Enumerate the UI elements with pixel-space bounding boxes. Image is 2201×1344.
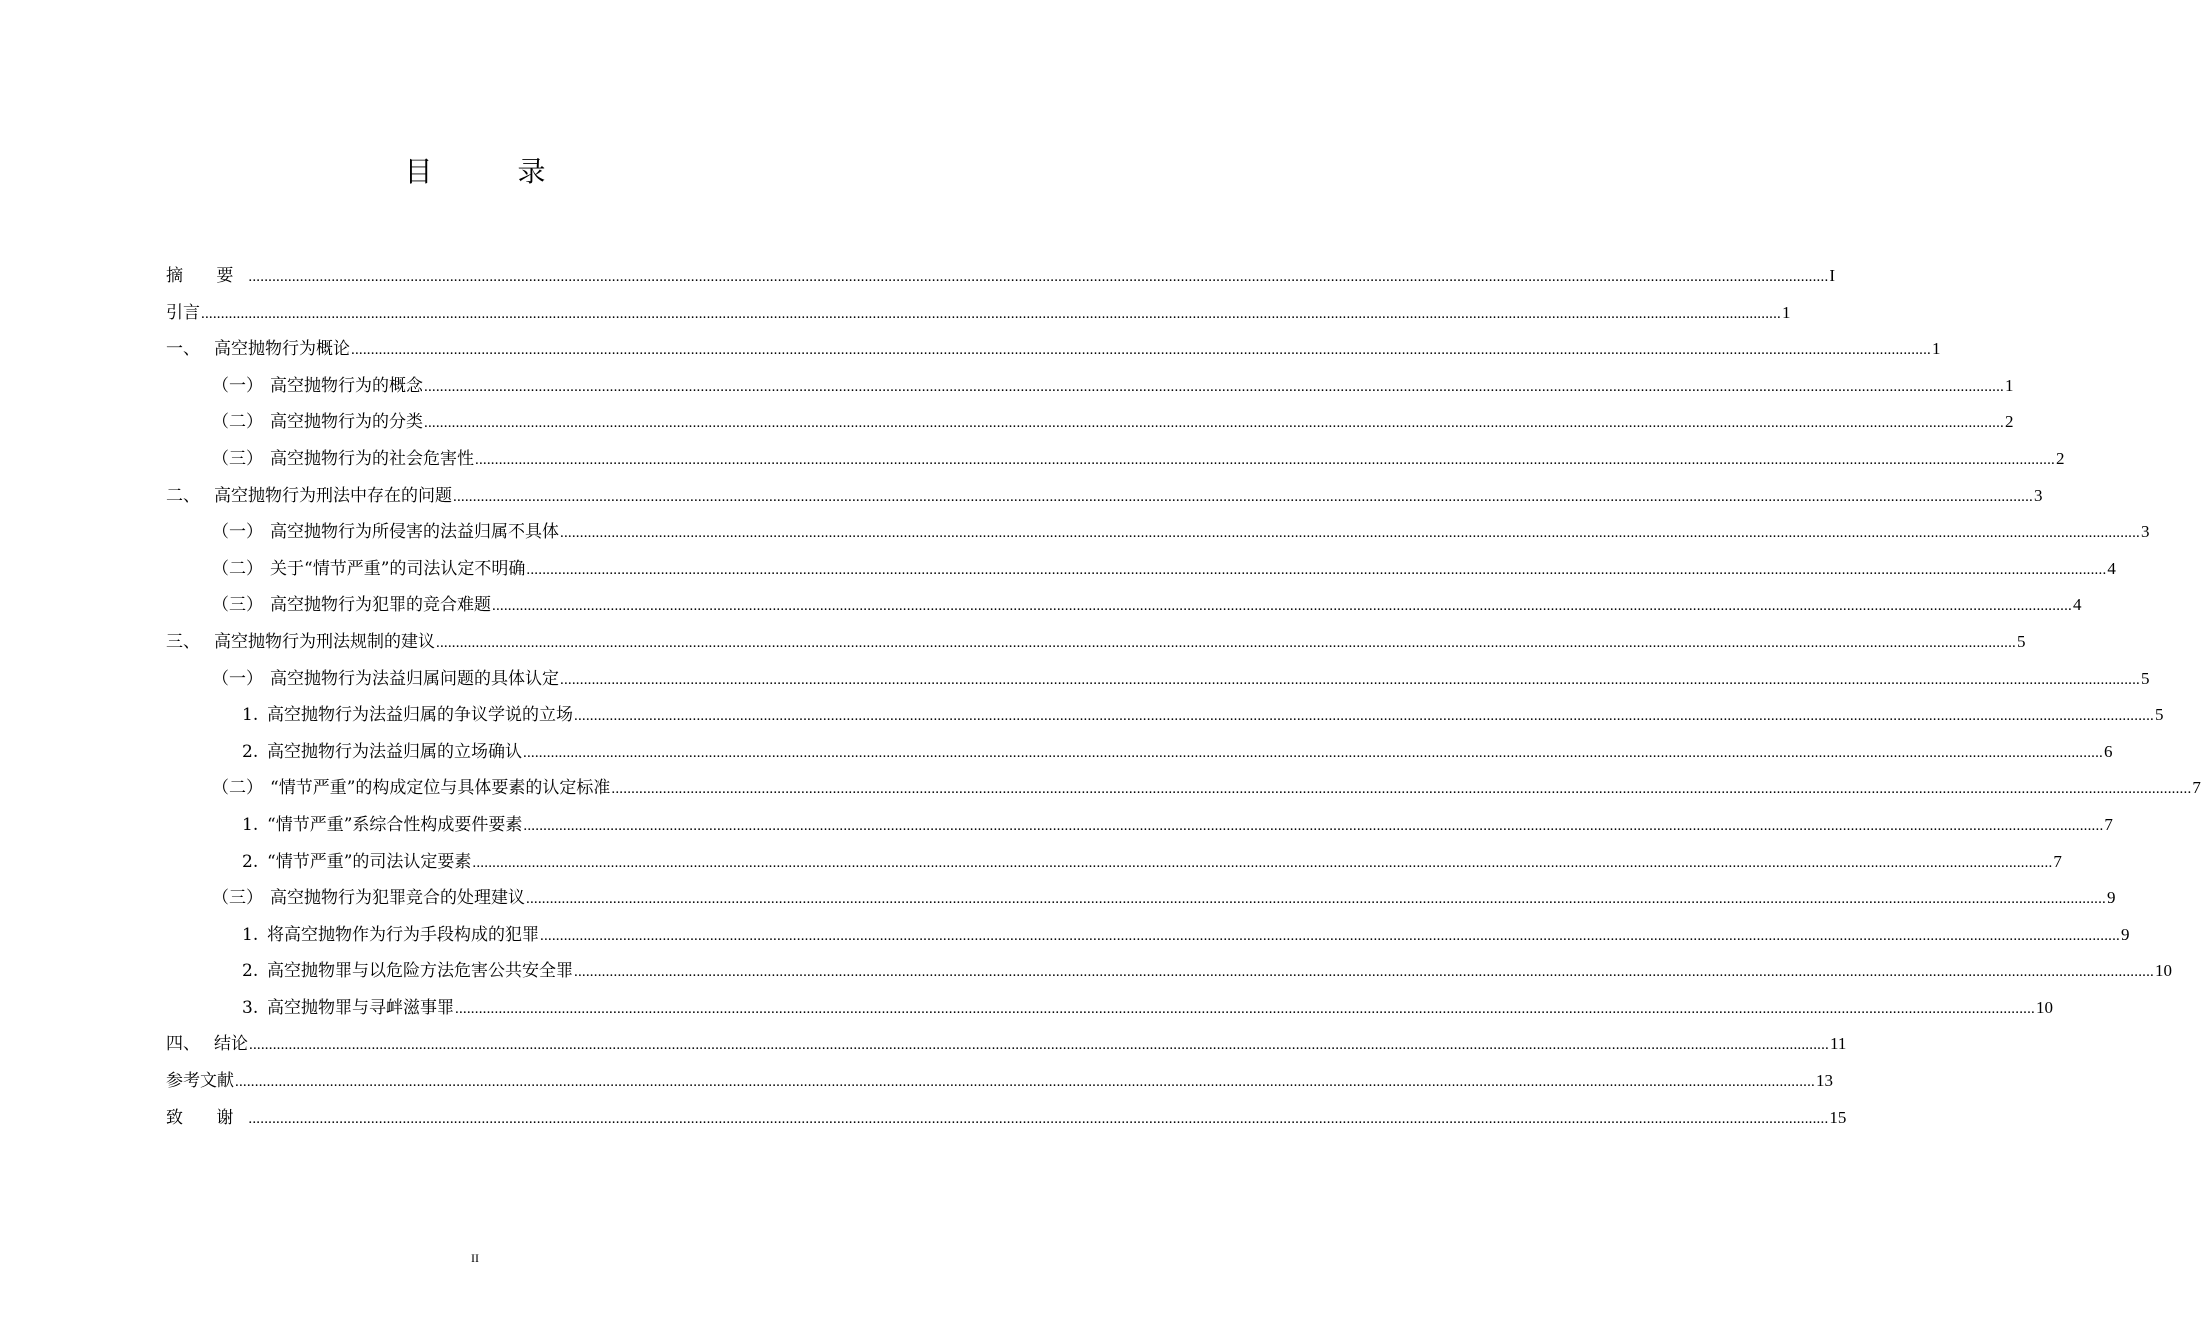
toc-entry-number: 2. [242, 851, 259, 872]
toc-entry-title: “情节严重”的构成定位与具体要素的认定标准 [270, 778, 611, 799]
toc-entry-number: （二） [212, 558, 263, 579]
toc-dot-leader: ................................................................................................................................................................................................................................................................................................................................................................................................................ [201, 305, 1781, 322]
toc-entry-title: 高空抛物行为犯罪的竞合难题 [270, 595, 491, 616]
toc-entry-title: 高空抛物行为所侵害的法益归属不具体 [270, 522, 559, 543]
toc-entry-page: 6 [2104, 741, 2113, 761]
toc-entry-number: 三、 [166, 631, 200, 652]
toc-entry-title: 致 谢 [166, 1107, 248, 1128]
toc-entry-number: 1. [242, 814, 259, 835]
toc-entry-title: 高空抛物行为刑法中存在的问题 [214, 485, 452, 506]
toc-entry[interactable] [166, 514, 2150, 551]
toc-dot-leader: ................................................................................................................................................................................................................................................................................................................................................................................................................ [424, 378, 2004, 395]
toc-entry-page: 2 [2005, 412, 2014, 432]
table-of-contents [166, 258, 2201, 1136]
toc-entry[interactable] [166, 807, 2113, 844]
toc-entry-page: 1 [1782, 302, 1791, 322]
toc-entry-page: 10 [2155, 961, 2172, 981]
toc-entry-number: 一、 [166, 339, 200, 360]
toc-entry-page: 5 [2155, 705, 2164, 725]
toc-entry-number: （二） [212, 778, 263, 799]
toc-entry-page: 2 [2056, 448, 2065, 468]
toc-entry-number: （一） [212, 375, 263, 396]
toc-entry[interactable] [166, 844, 2062, 881]
toc-dot-leader: ................................................................................................................................................................................................................................................................................................................................................................................................................ [523, 744, 2103, 761]
toc-entry-number: 二、 [166, 485, 200, 506]
toc-dot-leader: ................................................................................................................................................................................................................................................................................................................................................................................................................ [523, 817, 2104, 834]
toc-dot-leader: ................................................................................................................................................................................................................................................................................................................................................................................................................ [455, 1000, 2035, 1017]
toc-entry[interactable] [166, 587, 2082, 624]
toc-entry-title: “情节严重”的司法认定要素 [267, 851, 472, 872]
toc-entry-number: 3. [242, 997, 259, 1018]
toc-entry-title: “情节严重”系综合性构成要件要素 [267, 814, 523, 835]
toc-dot-leader: ................................................................................................................................................................................................................................................................................................................................................................................................................ [560, 525, 2140, 542]
toc-entry-title: 高空抛物行为的社会危害性 [270, 448, 474, 469]
toc-dot-leader: ................................................................................................................................................................................................................................................................................................................................................................................................................ [574, 964, 2154, 981]
toc-dot-leader: ................................................................................................................................................................................................................................................................................................................................................................................................................ [248, 269, 1829, 285]
toc-entry-page: 13 [1816, 1071, 1833, 1091]
toc-entry[interactable] [166, 990, 2053, 1027]
toc-dot-leader: ................................................................................................................................................................................................................................................................................................................................................................................................................ [235, 1074, 1815, 1091]
toc-entry[interactable] [166, 1063, 1833, 1100]
toc-entry-page: 3 [2034, 485, 2043, 505]
toc-entry-page: 10 [2036, 997, 2053, 1017]
toc-entry[interactable] [166, 953, 2172, 990]
toc-entry-title: 参考文献 [166, 1071, 234, 1092]
toc-dot-leader: ................................................................................................................................................................................................................................................................................................................................................................................................................ [560, 671, 2140, 688]
toc-dot-leader: ................................................................................................................................................................................................................................................................................................................................................................................................................ [540, 927, 2120, 944]
toc-entry-number: （三） [212, 595, 263, 616]
toc-entry-page: 1 [1932, 339, 1941, 359]
toc-entry-page: 5 [2017, 631, 2026, 651]
toc-entry-number: 2. [242, 961, 259, 982]
page-number-footer: II [471, 1251, 479, 1265]
toc-dot-leader: ................................................................................................................................................................................................................................................................................................................................................................................................................ [453, 488, 2033, 505]
toc-entry[interactable] [166, 734, 2113, 771]
toc-entry[interactable] [166, 1026, 1847, 1063]
toc-entry-number: （一） [212, 522, 263, 543]
toc-entry-number: 四、 [166, 1034, 200, 1055]
toc-entry-title: 高空抛物罪与寻衅滋事罪 [267, 997, 454, 1018]
toc-entry-title: 高空抛物行为犯罪竞合的处理建议 [270, 888, 525, 909]
toc-entry-page: 4 [2073, 595, 2082, 615]
toc-dot-leader: ................................................................................................................................................................................................................................................................................................................................................................................................................ [424, 415, 2004, 432]
toc-entry[interactable] [166, 295, 1791, 332]
toc-entry-number: 1. [242, 924, 259, 945]
toc-entry[interactable] [166, 478, 2043, 515]
toc-entry[interactable] [166, 1100, 1847, 1137]
toc-entry-number: （二） [212, 412, 263, 433]
toc-entry-title: 高空抛物行为的概念 [270, 375, 423, 396]
toc-dot-leader: ................................................................................................................................................................................................................................................................................................................................................................................................................ [492, 598, 2072, 615]
toc-entry-page: I [1829, 266, 1836, 285]
toc-dot-leader: ................................................................................................................................................................................................................................................................................................................................................................................................................ [436, 634, 2016, 651]
toc-entry-page: 7 [2192, 778, 2201, 798]
toc-entry-number: （一） [212, 668, 263, 689]
toc-dot-leader: ................................................................................................................................................................................................................................................................................................................................................................................................................ [248, 1110, 1829, 1127]
toc-entry-number: 1. [242, 705, 259, 726]
toc-entry[interactable] [166, 404, 2014, 441]
toc-entry-title: 关于“情节严重”的司法认定不明确 [270, 558, 526, 579]
toc-dot-leader: ................................................................................................................................................................................................................................................................................................................................................................................................................ [574, 708, 2154, 725]
toc-entry[interactable] [166, 441, 2065, 478]
toc-entry-title: 高空抛物罪与以危险方法危害公共安全罪 [267, 961, 573, 982]
toc-dot-leader: ................................................................................................................................................................................................................................................................................................................................................................................................................ [475, 451, 2055, 468]
toc-entry[interactable] [166, 880, 2116, 917]
toc-entry-title: 高空抛物行为刑法规制的建议 [214, 631, 435, 652]
toc-entry-title: 摘 要 [166, 266, 248, 286]
toc-entry-title: 引言 [166, 302, 200, 323]
toc-entry[interactable] [166, 331, 1941, 368]
toc-entry-title: 将高空抛物作为行为手段构成的犯罪 [267, 924, 539, 945]
toc-entry-page: 4 [2107, 558, 2116, 578]
toc-entry-number: （三） [212, 888, 263, 909]
toc-entry[interactable] [166, 917, 2130, 954]
toc-entry[interactable] [166, 368, 2014, 405]
toc-dot-leader: ................................................................................................................................................................................................................................................................................................................................................................................................................ [472, 854, 2053, 871]
toc-entry[interactable] [166, 551, 2116, 588]
toc-title: 目 录 [404, 155, 584, 188]
toc-dot-leader: ................................................................................................................................................................................................................................................................................................................................................................................................................ [526, 561, 2107, 578]
toc-entry-title: 高空抛物行为法益归属的立场确认 [267, 741, 522, 762]
toc-entry[interactable] [166, 624, 2026, 661]
toc-entry[interactable] [166, 258, 1836, 295]
toc-dot-leader: ................................................................................................................................................................................................................................................................................................................................................................................................................ [249, 1037, 1829, 1054]
toc-entry-page: 11 [1830, 1034, 1847, 1054]
toc-entry-title: 高空抛物行为法益归属问题的具体认定 [270, 668, 559, 689]
toc-entry-number: （三） [212, 448, 263, 469]
toc-entry-title: 高空抛物行为的分类 [270, 412, 423, 433]
toc-entry[interactable] [166, 770, 2201, 807]
toc-dot-leader: ................................................................................................................................................................................................................................................................................................................................................................................................................ [351, 342, 1931, 359]
toc-entry-page: 15 [1829, 1107, 1847, 1127]
toc-dot-leader: ................................................................................................................................................................................................................................................................................................................................................................................................................ [526, 891, 2106, 908]
toc-dot-leader: ................................................................................................................................................................................................................................................................................................................................................................................................................ [611, 781, 2192, 798]
toc-entry-page: 9 [2107, 888, 2116, 908]
toc-entry-page: 3 [2141, 522, 2150, 542]
toc-entry-title: 高空抛物行为法益归属的争议学说的立场 [267, 705, 573, 726]
toc-entry[interactable] [166, 661, 2150, 698]
toc-entry-number: 2. [242, 741, 259, 762]
toc-entry[interactable] [166, 697, 2164, 734]
toc-entry-page: 5 [2141, 668, 2150, 688]
toc-entry-page: 7 [2104, 814, 2113, 834]
toc-entry-page: 1 [2005, 375, 2014, 395]
toc-entry-page: 7 [2053, 851, 2062, 871]
toc-entry-title: 高空抛物行为概论 [214, 339, 350, 360]
toc-entry-title: 结论 [214, 1034, 248, 1055]
toc-entry-page: 9 [2121, 924, 2130, 944]
